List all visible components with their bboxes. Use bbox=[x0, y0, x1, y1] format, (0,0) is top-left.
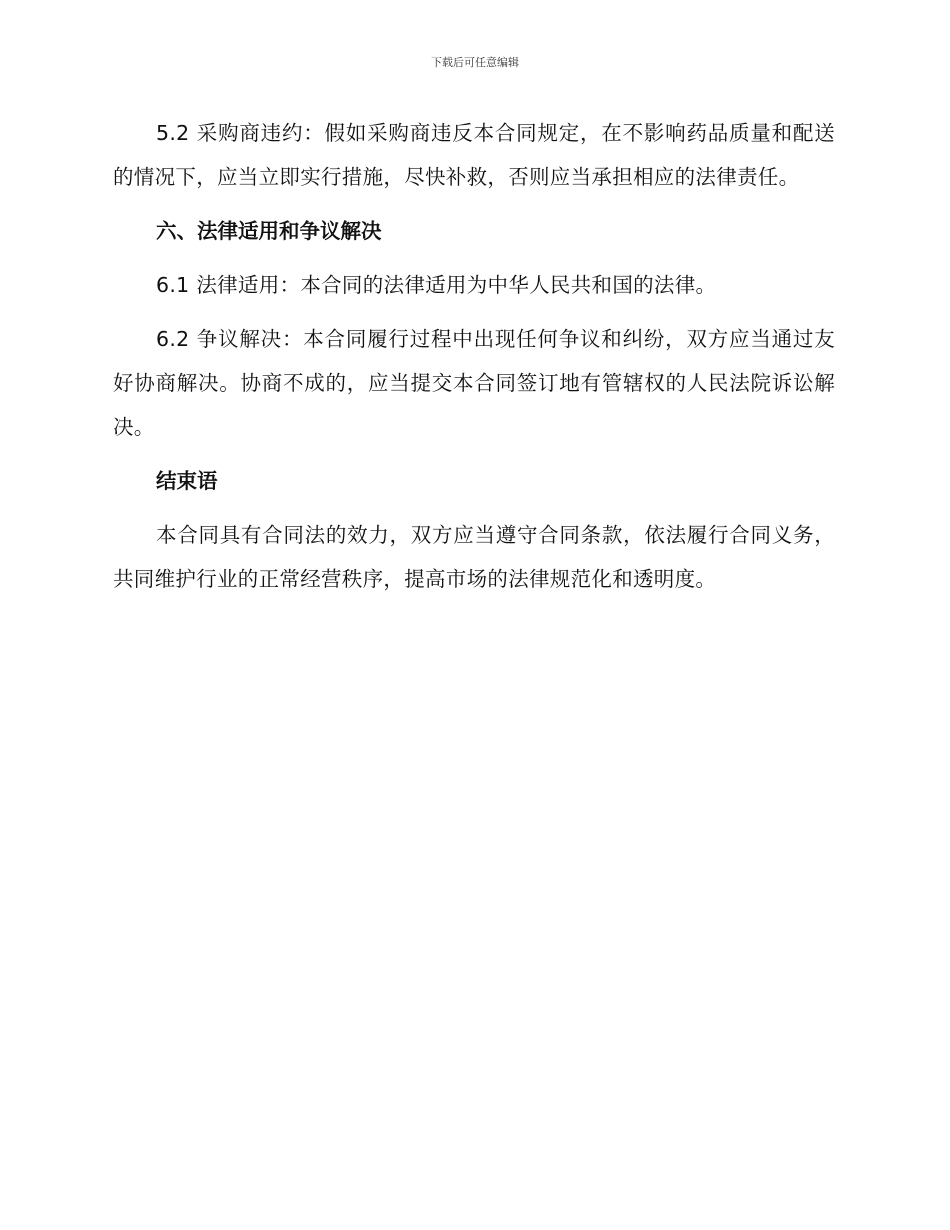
document-body bbox=[113, 111, 835, 601]
conclusion-heading: 结束语 bbox=[156, 469, 218, 493]
clause-6-2: 6.2 争议解决：本合同履行过程中出现任何争议和纠纷，双方应当通过友好协商解决。协商不成的，应当提交本合同签订地有管辖权的人民法院诉讼解决。 bbox=[113, 327, 835, 439]
clause-6-1: 6.1 法律适用：本合同的法律适用为中华人民共和国的法律。 bbox=[156, 273, 717, 297]
page-header-note: 下载后可任意编辑 bbox=[431, 56, 519, 69]
section-heading-6: 六、法律适用和争议解决 bbox=[156, 219, 382, 243]
conclusion-paragraph: 本合同具有合同法的效力，双方应当遵守合同条款，依法履行合同义务，共同维护行业的正常经营秩序，提高市场的法律规范化和透明度。 bbox=[113, 523, 835, 591]
clause-5-2: 5.2 采购商违约：假如采购商违反本合同规定，在不影响药品质量和配送的情况下，应当立即实行措施，尽快补救，否则应当承担相应的法律责任。 bbox=[113, 121, 835, 189]
